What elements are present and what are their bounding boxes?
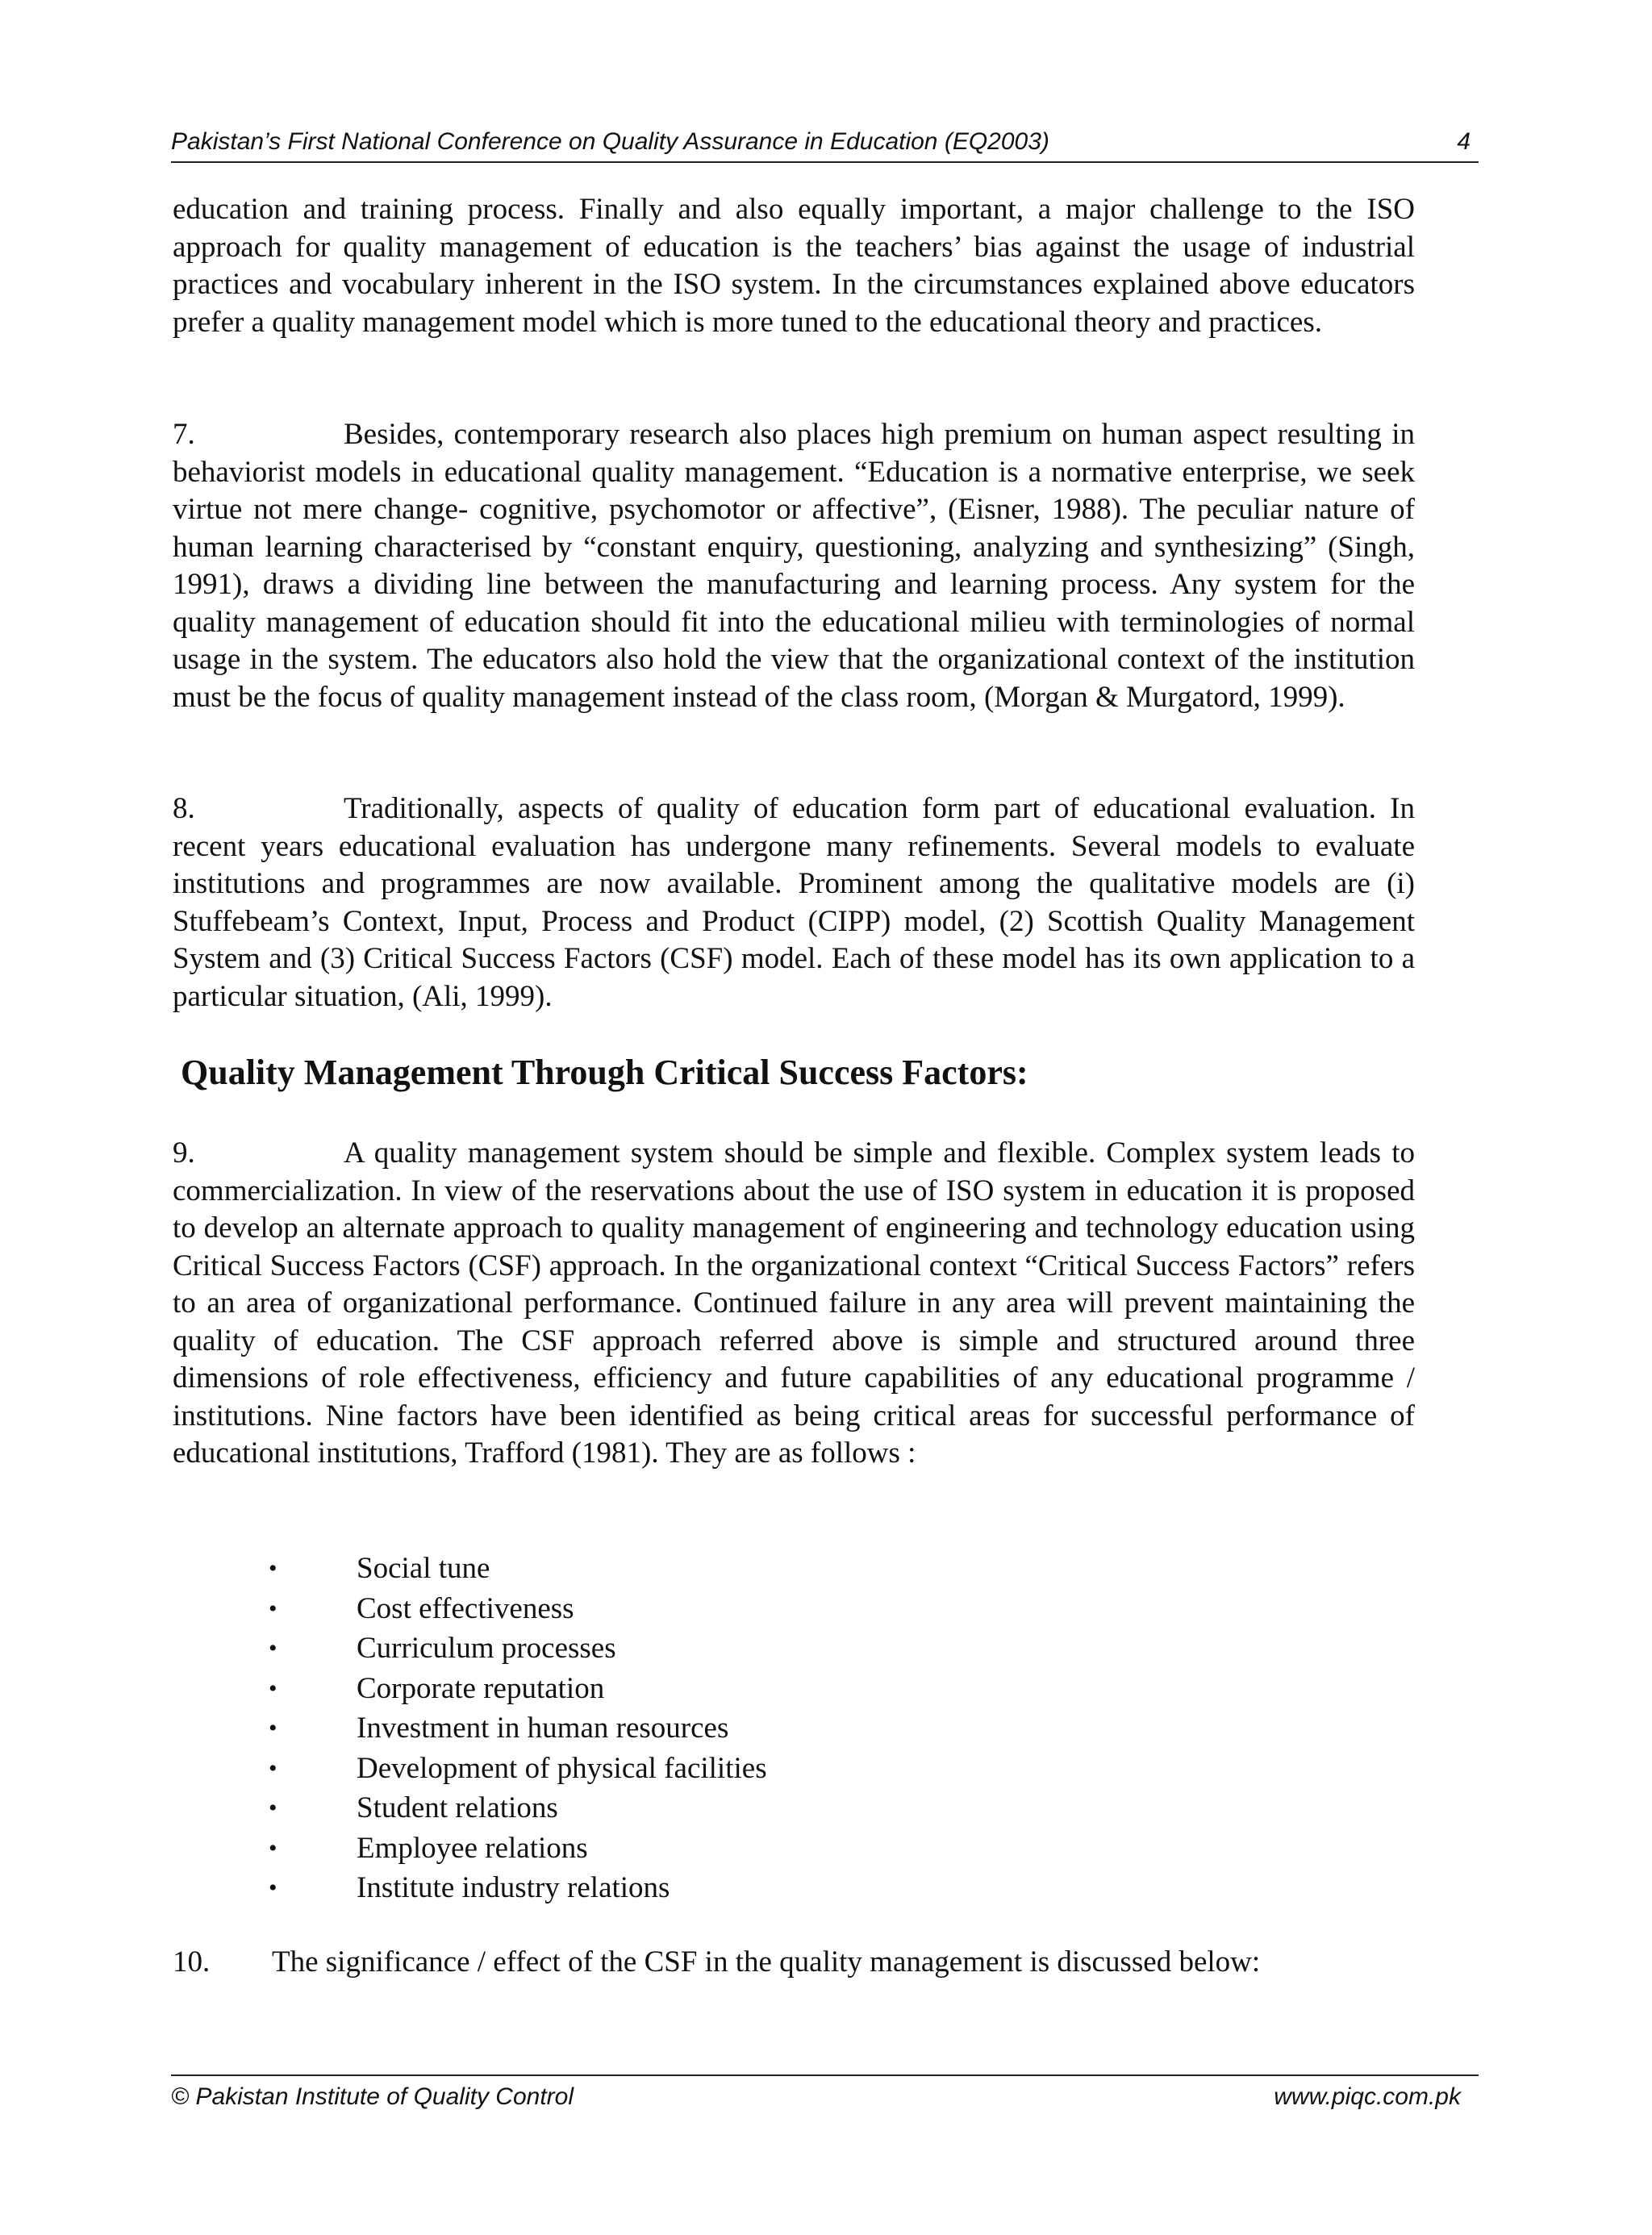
- list-item: [266, 1828, 767, 1869]
- list-item: [266, 1868, 767, 1908]
- paragraph-9: [173, 1135, 1415, 1473]
- bullet-icon: •: [269, 1754, 277, 1782]
- paragraph-7: [173, 416, 1415, 716]
- bullet-icon: •: [269, 1635, 277, 1662]
- paragraph-text: Besides, contemporary research also places high premium on human aspect resulting in behaviorist models in educational quality management. “Education is a normative enterprise, we seek virtue not mere change- cognitive, psychomotor or affective”, (Eisner, 1988). The peculiar nature of human learning characterised by “constant enquiry, questioning, analyzing and synthesizing” (Singh, 1991), draws a dividing line between the manufacturing and learning process. Any system for the quality management of education should fit into the educational milieu with terminologies of normal usage in the system. The educators also hold the view that the organizational context of the institution must be the focus of quality management instead of the class room, (Morgan & Murgatord, 1999).: [173, 418, 1415, 714]
- paragraph-8: [173, 790, 1415, 1015]
- paragraph-number: 9.: [173, 1136, 195, 1170]
- list-item-text: Social tune: [357, 1552, 490, 1585]
- list-item-text: Institute industry relations: [357, 1871, 670, 1904]
- paragraph-text: A quality management system should be simple and flexible. Complex system leads to commercialization. In view of the reservations about the use of ISO system in education it is proposed to develop an alternate approach to quality management of engineering and technology education using Critical Success Factors (CSF) approach. In the organizational context “Critical Success Factors” refers to an area of organizational performance. Continued failure in any area will prevent maintaining the quality of education. The CSF approach referred above is simple and structured around three dimensions of role effectiveness, efficiency and future capabilities of any educational programme / institutions. Nine factors have been identified as being critical areas for successful performance of educational institutions, Trafford (1981). They are as follows :: [173, 1136, 1415, 1470]
- list-item: [266, 1708, 767, 1749]
- paragraph-number: 7.: [173, 418, 195, 451]
- paragraph-text: Traditionally, aspects of quality of education form part of educational evaluation. In recent years educational evaluation has undergone many refinements. Several models to evaluate institutions and programmes are now available. Prominent among the qualitative models are (i) Stuffebeam’s Context, Input, Process and Product (CIPP) model, (2) Scottish Quality Management System and (3) Critical Success Factors (CSF) model. Each of these model has its own application to a particular situation, (Ali, 1999).: [173, 792, 1415, 1013]
- paragraph-number: 10.: [173, 1945, 211, 1979]
- header-title: Pakistan’s First National Conference on Quality Assurance in Education (EQ2003): [171, 128, 1049, 155]
- footer-website: www.piqc.com.pk: [1274, 2083, 1461, 2110]
- bullet-icon: •: [269, 1715, 277, 1741]
- bullet-icon: •: [269, 1834, 277, 1862]
- bullet-icon: •: [269, 1555, 277, 1582]
- bullet-icon: •: [269, 1795, 277, 1821]
- bullet-icon: •: [269, 1595, 277, 1622]
- list-item: [266, 1549, 767, 1589]
- paragraph-number: 8.: [173, 792, 195, 825]
- list-item-text: Cost effectiveness: [357, 1591, 574, 1625]
- list-item: [266, 1749, 767, 1789]
- page-footer: [171, 2074, 1479, 2112]
- paragraph-text: The significance / effect of the CSF in the quality management is discussed below:: [272, 1945, 1261, 1979]
- page-header: [171, 123, 1479, 163]
- list-item: [266, 1589, 767, 1629]
- list-item: [266, 1628, 767, 1669]
- list-item-text: Investment in human resources: [357, 1712, 729, 1745]
- list-item-text: Corporate reputation: [357, 1671, 605, 1705]
- footer-copyright: © Pakistan Institute of Quality Control: [171, 2083, 574, 2110]
- list-item-text: Development of physical facilities: [357, 1751, 767, 1785]
- factors-list: [266, 1549, 767, 1908]
- page-number: 4: [1457, 128, 1471, 155]
- list-item-text: Employee relations: [357, 1831, 588, 1865]
- section-heading: Quality Management Through Critical Success Factors:: [181, 1053, 1028, 1092]
- paragraph-text: education and training process. Finally and also equally important, a major challenge to the ISO approach for quality management of education is the teachers’ bias against the usage of industrial practices and vocabulary inherent in the ISO system. In the circumstances explained above educators prefer a quality management model which is more tuned to the educational theory and practices.: [173, 193, 1415, 339]
- list-item: [266, 1669, 767, 1709]
- list-item: [266, 1788, 767, 1828]
- bullet-icon: •: [269, 1874, 277, 1901]
- paragraph-10: [173, 1942, 1260, 1983]
- bullet-icon: •: [269, 1674, 277, 1702]
- list-item-text: Student relations: [357, 1791, 558, 1824]
- list-item-text: Curriculum processes: [357, 1632, 616, 1665]
- paragraph-continued: [173, 191, 1415, 341]
